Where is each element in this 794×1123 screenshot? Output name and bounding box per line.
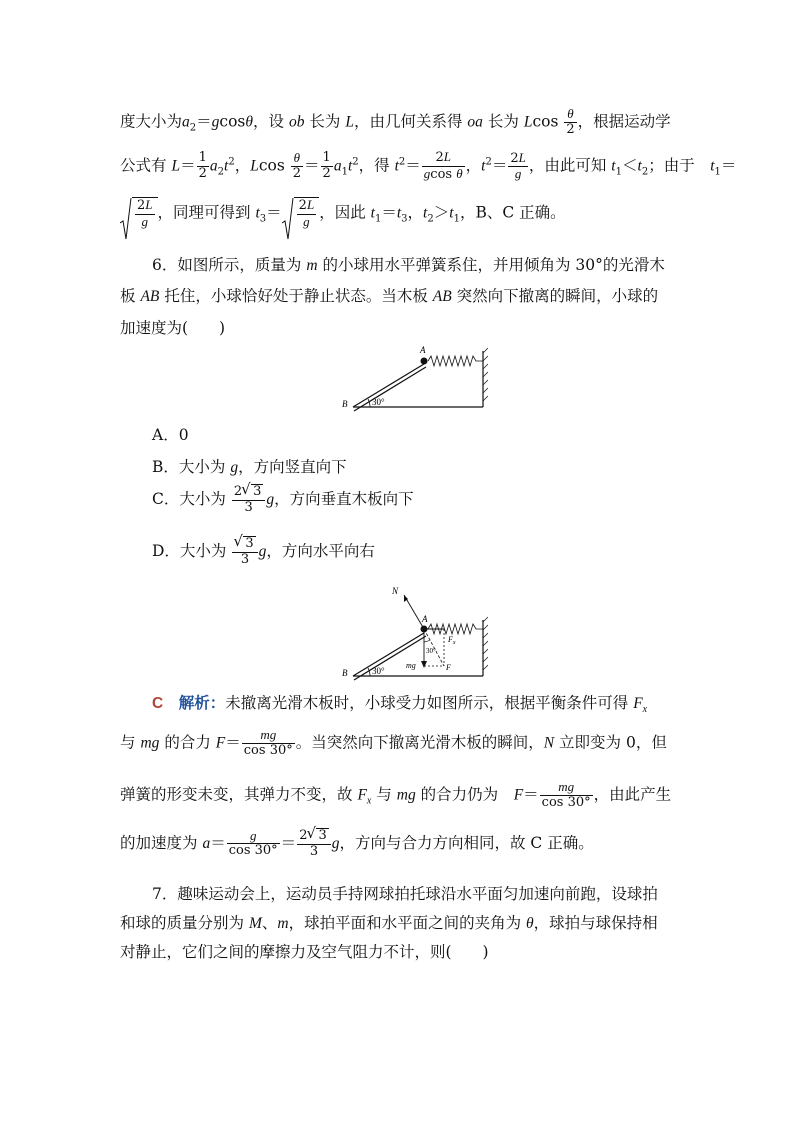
fig2-label-n: N xyxy=(392,586,399,596)
q6-figure-forces xyxy=(338,582,488,682)
q6-stem-line-1: 6．如图所示，质量为 m 的小球用水平弹簧系住，并用倾角为 30°的光滑木 xyxy=(152,256,665,274)
solution-line-2: 与 mg 的合力 F＝ $\frac{mg}{\cos 30^\circ}$ 。当突然向下撤离光滑木板的瞬间，N 立即变为 0，但 xyxy=(120,727,667,758)
q7-stem-line-3: 对静止，它们之间的摩擦力及空气阻力不计，则( ) xyxy=(120,943,489,961)
q7-stem-line-2: 和球的质量分别为 M、m，球拍平面和水平面之间的夹角为 θ，球拍与球保持相 xyxy=(120,914,658,932)
fig2-label-f: F xyxy=(446,663,451,672)
fig2-label-mg: mg xyxy=(406,661,416,670)
fig2-label-a: A xyxy=(422,614,428,624)
prev-solution-line-2: 公式有 L＝ $\frac{1}{2}$ $a_2t^2$，Lcos $\frac{\theta}{2}$ ＝ $\frac{1}{2}$ $a_1t^2$，得 $t^2=$ $\frac{2L}{\text{gcos θ}}$ ，$t^2=$ $\frac{2L}{g}$ ，由此可知 $t_1<t_2$；由于 $t_1=$ xyxy=(120,149,737,182)
q6-option-b[interactable]: B．大小为 g，方向竖直向下 xyxy=(152,458,347,476)
solution-line-1: C 解析：未撤离光滑木板时，小球受力如图所示，根据平衡条件可得 $F_x$ xyxy=(152,693,648,716)
answer-letter: C xyxy=(152,695,164,712)
fig2-label-fx: $F_x$ xyxy=(448,635,456,646)
prev-solution-line-3: $\frac{2L}{g}$ ，同理可得到 $t_3=$ $\frac{2L}{g}$ ，因此 $t_1=t_3$，$t_2>t_1$，B、C 正确。 xyxy=(120,197,680,230)
prev-solution-line-1: 度大小为$a_2=gcos\theta$，设 ob 长为 L，由几何关系得 oa 长为 Lcos $\frac{\theta}{2}$ ，根据运动学 xyxy=(120,106,671,137)
q6-option-c[interactable]: C．大小为 $\frac{2√ 3}{3}$ g，方向垂直木板向下 xyxy=(152,484,414,516)
q6-stem-line-3: 加速度为( ) xyxy=(120,319,226,337)
solution-line-4: 的加速度为 a＝ $\frac{g}{\cos 30^\circ}$ ＝ $\frac{2√ 3}{3}$ g，方向与合力方向相同，故 C 正确。 xyxy=(120,828,680,860)
fig1-label-b: B xyxy=(342,399,348,409)
fig2-label-b: B xyxy=(342,668,348,678)
fig1-label-a: A xyxy=(420,345,426,355)
q7-stem-line-1: 7．趣味运动会上，运动员手持网球拍托球沿水平面匀加速向前跑，设球拍 xyxy=(152,885,658,903)
q6-option-d[interactable]: D．大小为 √ $\frac{3}{3}$ g，方向水平向右 xyxy=(152,536,375,568)
fig2-angle-label: 30° xyxy=(372,666,385,676)
solution-label: 解析： xyxy=(178,693,226,712)
q6-option-a[interactable]: A．0 xyxy=(152,426,189,444)
fig2-angle-small: 30° xyxy=(426,647,436,655)
q6-figure-incline xyxy=(338,343,488,413)
q6-stem-line-2: 板 AB 托住，小球恰好处于静止状态。当木板 AB 突然向下撤离的瞬间，小球的 xyxy=(120,287,659,305)
solution-line-3: 弹簧的形变未变，其弹力不变，故 $F_x$ 与 mg 的合力仍为 F＝ $\frac{mg}{\cos 30^\circ}$ ，由此产生 xyxy=(120,779,672,810)
fig1-angle-label: 30° xyxy=(372,397,385,407)
